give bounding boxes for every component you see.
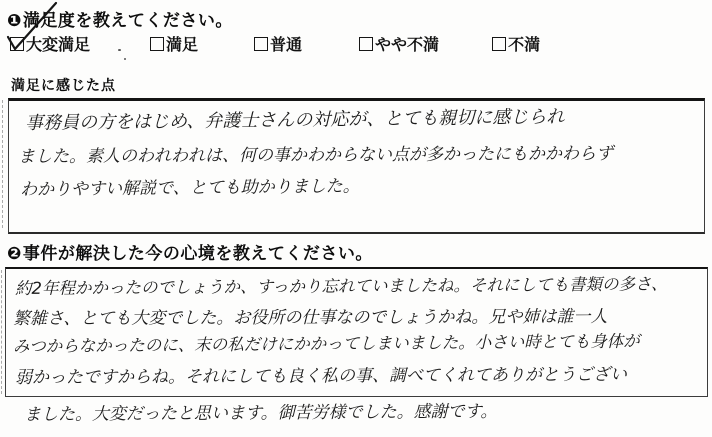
scan-speck <box>124 58 126 60</box>
answer1-heading: 満足に感じた点 <box>11 79 116 94</box>
option-daihen-manzoku <box>10 32 90 55</box>
handwritten-line: ました。素人のわれわれは、何の事かわからない点が多かったにもかかわらず <box>17 143 614 167</box>
satisfaction-options-row <box>10 32 540 55</box>
option-label: 満足 <box>166 37 199 54</box>
question2-number-icon: ❷ <box>7 244 22 264</box>
option-label: 大変満足 <box>26 37 91 54</box>
checkbox-futsuu <box>254 37 268 51</box>
handwritten-line-overflow: ました。大変だったと思います。御苦労様でした。感謝です。 <box>23 401 498 425</box>
handwritten-line: 弱かったですからね。それにしても良く私の事、調べてくれてありがとうござい <box>14 364 628 388</box>
checkbox-manzoku <box>150 37 164 51</box>
handwritten-line: わかりやすい解説で、とても助かりました。 <box>19 176 360 200</box>
answer1-box <box>8 98 705 234</box>
scan-artifact-line <box>1 270 2 394</box>
handwritten-line: 約2年程かかったのでしょうか、すっかり忘れていましたね。それにしても書類の多さ、 <box>14 274 668 298</box>
option-label: やや不満 <box>375 37 440 54</box>
handwritten-line: みつからなかったのに、末の私だけにかかってしまいました。小さい時とても身体が <box>12 331 640 356</box>
checkbox-daihen-manzoku <box>10 37 24 51</box>
question1-title <box>7 6 233 31</box>
option-label: 普通 <box>270 37 303 54</box>
option-futsuu <box>254 32 302 55</box>
handwritten-line: 事務員の方をはじめ、弁護士さんの対応が、とても親切に感じられ <box>24 106 565 134</box>
question1-number-icon: ❶ <box>7 11 22 31</box>
question2-title <box>7 239 373 264</box>
checkbox-yaya-fuman <box>359 37 373 51</box>
checkbox-fuman <box>492 37 506 51</box>
option-manzoku <box>150 32 198 55</box>
option-fuman <box>492 32 540 55</box>
scan-speck <box>118 49 121 51</box>
handwritten-line: 繁雑さ、とても大変でした。お役所の仕事なのでしょうかね。兄や姉は誰一人 <box>12 306 608 329</box>
question1-title-text: 満足度を教えてください。 <box>22 11 233 30</box>
scan-artifact-line <box>2 100 3 228</box>
option-label: 不満 <box>508 37 541 54</box>
answer2-box <box>5 267 708 397</box>
question2-title-text: 事件が解決した今の心境を教えてください。 <box>22 244 373 263</box>
option-yaya-fuman <box>359 32 439 55</box>
